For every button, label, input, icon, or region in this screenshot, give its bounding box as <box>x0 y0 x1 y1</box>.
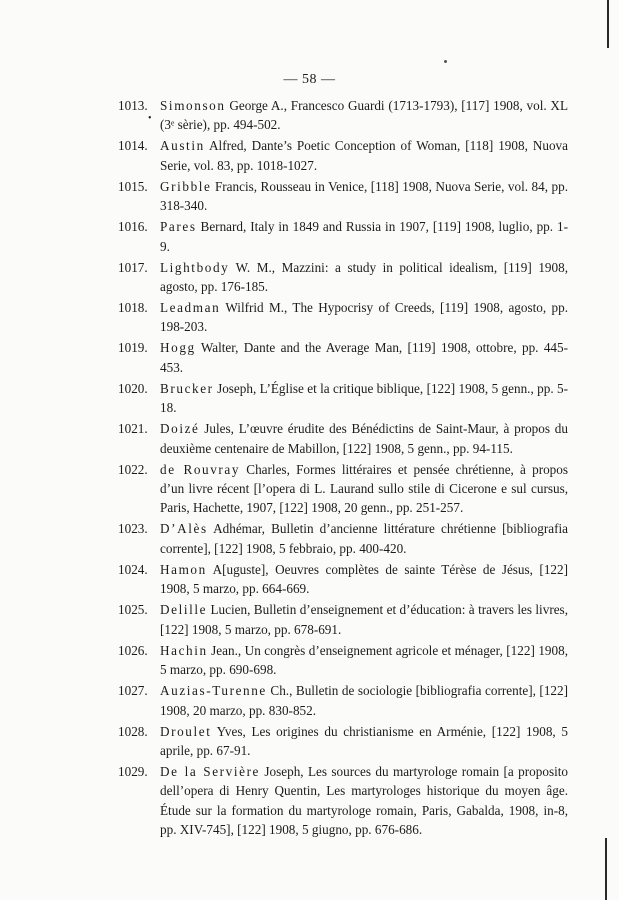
entry-author: Simonson <box>160 98 226 113</box>
margin-mark: • <box>148 113 152 124</box>
entry-citation: Jean., Un congrès d’enseignement agricole et ménager, [122] 1908, 5 marzo, pp. 690-698. <box>160 642 568 678</box>
entry-text <box>160 600 568 639</box>
bibliography-entry <box>118 379 568 418</box>
entry-text <box>160 641 568 680</box>
entry-number: 1025. <box>118 602 148 618</box>
scan-edge-line-bottom <box>605 838 607 900</box>
entry-author: De la Servière <box>160 763 261 779</box>
page-number: — 58 — <box>283 72 336 87</box>
entry-author: Brucker <box>160 380 214 396</box>
entry-author: Doizé <box>160 421 200 437</box>
bibliography-entry <box>118 641 568 680</box>
entry-citation: Ch., Bulletin de sociologie [bibliografia corrente], [122] 1908, 20 marzo, pp. 830-852. <box>160 683 568 718</box>
entry-citation: Walter, Dante and the Average Man, [119] 1908, ottobre, pp. 445-453. <box>160 340 568 375</box>
entry-citation: Joseph, Les sources du martyrologe romain [a proposito dell’opera di Henry Quentin, Les martyrologes historique du moyen âge. Étude sur la formation du martyrologe romain, Paris, Gabalda, 1908, in-8, pp. XIV-745], [122] 1908, 5 giugno, pp. 676-686. <box>160 763 568 838</box>
entry-number: 1027. <box>118 683 148 699</box>
entry-number: 1019. <box>118 340 148 356</box>
entry-number: 1023. <box>118 521 148 537</box>
entry-number: 1029. <box>118 763 148 779</box>
entry-author: Austin <box>160 138 205 154</box>
bibliography-entry <box>118 298 568 337</box>
bibliography-entry <box>118 600 568 639</box>
entry-author: Hachin <box>160 642 208 658</box>
entry-author: Hogg <box>160 340 196 356</box>
entry-text <box>160 298 568 337</box>
entry-citation: George A., Francesco Guardi (1713-1793), [117] 1908, vol. XL (3ᵉ sèrie), pp. 494-502. <box>160 98 568 133</box>
bibliography-entry <box>118 681 568 720</box>
entry-author: Leadman <box>160 300 221 316</box>
entry-citation: A[uguste], Oeuvres complètes de sainte Térèse de Jésus, [122] 1908, 5 marzo, pp. 664-669. <box>160 561 568 597</box>
entry-number: 1020. <box>118 380 148 396</box>
bibliography-entry <box>118 460 568 518</box>
entry-citation: Charles, Formes littéraires et pensée chrétienne, à propos d’un livre récent [l’opera di L. Laurand sullo stile di Cicerone e sul cursus, Paris, Hachette, 1907, [122] 1908, 20 genn., pp. 251-257. <box>160 461 568 516</box>
entry-text <box>160 419 568 458</box>
scan-edge-line-top <box>607 0 609 48</box>
entry-author: Lightbody <box>160 259 230 275</box>
entry-text <box>160 136 568 175</box>
entry-author: Hamon <box>160 561 207 577</box>
bibliography-list <box>118 96 568 841</box>
entry-citation: Adhémar, Bulletin d’ancienne littérature chrétienne [bibliografia corrente], [122] 1908, 5 febbraio, pp. 400-420. <box>160 521 568 556</box>
entry-author: Droulet <box>160 723 212 739</box>
entry-text <box>160 379 568 418</box>
entry-text <box>160 762 568 840</box>
entry-text <box>160 338 568 377</box>
entry-citation: Yves, Les origines du christianisme en Arménie, [122] 1908, 5 aprile, pp. 67-91. <box>160 723 568 758</box>
entry-citation: Joseph, L’Église et la critique biblique, [122] 1908, 5 genn., pp. 5-18. <box>160 380 568 416</box>
entry-author: Auzias-Turenne <box>160 683 267 699</box>
entry-author: Gribble <box>160 178 212 194</box>
entry-text <box>160 519 568 558</box>
entry-number: 1028. <box>118 723 148 739</box>
entry-number: 1026. <box>118 642 148 658</box>
bibliography-entry <box>118 258 568 297</box>
entry-text <box>160 722 568 761</box>
bibliography-entry <box>118 519 568 558</box>
entry-text <box>160 217 568 256</box>
entry-text <box>160 560 568 599</box>
entry-text <box>160 177 568 216</box>
bibliography-entry <box>118 217 568 256</box>
entry-number: 1021. <box>118 421 148 437</box>
bibliography-entry <box>118 419 568 458</box>
entry-text <box>160 258 568 297</box>
entry-number: 1018. <box>118 300 148 316</box>
entry-author: D’Alès <box>160 521 208 537</box>
entry-author: Pares <box>160 219 197 235</box>
bibliography-entry <box>118 136 568 175</box>
scan-speck <box>444 60 447 63</box>
entry-number: 1017. <box>118 259 148 275</box>
bibliography-entry <box>118 722 568 761</box>
entry-number: 1016. <box>118 219 148 235</box>
entry-number: 1013. • <box>118 96 160 135</box>
entry-number: 1022. <box>118 461 148 477</box>
bibliography-entry <box>118 762 568 840</box>
entry-citation: Francis, Rousseau in Venice, [118] 1908, Nuova Serie, vol. 84, pp. 318-340. <box>160 178 568 214</box>
bibliography-entry <box>118 338 568 377</box>
entry-citation: W. M., Mazzini: a study in political idealism, [119] 1908, agosto, pp. 176-185. <box>160 259 568 295</box>
entry-author: de Rouvray <box>160 461 241 477</box>
entry-text <box>160 681 568 720</box>
entry-citation: Wilfrid M., The Hypocrisy of Creeds, [119] 1908, agosto, pp. 198-203. <box>160 300 568 335</box>
entry-text <box>160 96 568 135</box>
entry-number: 1024. <box>118 561 148 577</box>
bibliography-entry <box>118 96 568 135</box>
entry-citation: Bernard, Italy in 1849 and Russia in 1907, [119] 1908, luglio, pp. 1-9. <box>160 219 568 254</box>
entry-number: 1015. <box>118 178 148 194</box>
entry-citation: Lucien, Bulletin d’enseignement et d’éducation: à travers les livres, [122] 1908, 5 marzo, pp. 678-691. <box>160 602 568 637</box>
bibliography-entry <box>118 560 568 599</box>
entry-number: 1014. <box>118 138 148 154</box>
bibliography-entry <box>118 177 568 216</box>
entry-text <box>160 460 568 518</box>
entry-citation: Jules, L’œuvre érudite des Bénédictins de Saint-Maur, à propos du deuxième centenaire de Mabillon, [122] 1908, 5 genn., pp. 94-115. <box>160 421 568 456</box>
entry-author: Delille <box>160 602 208 618</box>
entry-citation: Alfred, Dante’s Poetic Conception of Woman, [118] 1908, Nuova Serie, vol. 83, pp. 1018-1027. <box>160 138 568 173</box>
